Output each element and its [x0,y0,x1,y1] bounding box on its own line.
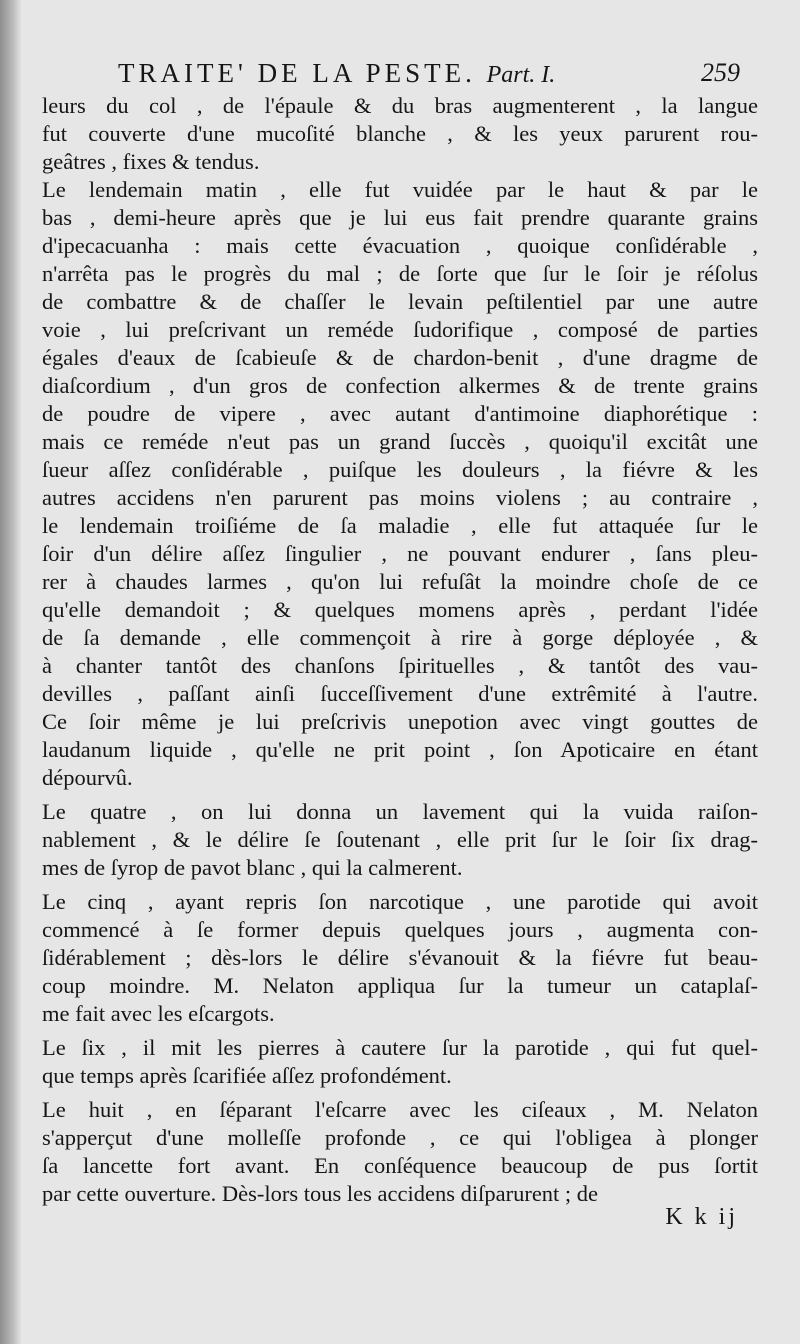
text-line: autres accidens n'en parurent pas moins violens ; au contraire , [42,485,758,510]
text-line: bas , demi-heure après que je lui eus fait prendre quarante grains [42,205,758,230]
text-line: devilles , paſſant ainſi ſucceſſivement d'une extrêmité à l'autre. [42,681,758,706]
paragraph [42,1096,758,1208]
text-line: mais ce reméde n'eut pas un grand ſuccès , quoiqu'il excitât une [42,429,758,454]
text-line: de combattre & de chaſſer le levain peſtilentiel par une autre [42,289,758,314]
text-line: d'ipecacuanha : mais cette évacuation , quoique conſidérable , [42,233,758,258]
text-line: mes de ſyrop de pavot blanc , qui la calmerent. [42,855,463,880]
text-line: ſa lancette fort avant. En conſéquence beaucoup de pus ſortit [42,1153,758,1178]
text-line: s'apperçut d'une molleſſe profonde , ce qui l'obligea à plonger [42,1125,758,1150]
text-line: le lendemain troiſiéme de ſa maladie , elle fut attaquée ſur le [42,513,758,538]
text-line: leurs du col , de l'épaule & du bras augmenterent , la langue [42,93,758,118]
text-line: commencé à ſe former depuis quelques jours , augmenta con- [42,917,758,942]
page-gutter-shadow [0,0,22,1344]
text-line: Le ſix , il mit les pierres à cautere ſur la parotide , qui fut quel- [42,1035,758,1060]
text-line: voie , lui preſcrivant un reméde ſudorifique , composé de parties [42,317,758,342]
signature-mark: K k ij [665,1204,738,1230]
running-title [118,58,555,89]
text-line: ſoir d'un délire aſſez ſingulier , ne pouvant endurer , ſans pleu- [42,541,758,566]
text-line: n'arrêta pas le progrès du mal ; de ſorte que ſur le ſoir je réſolus [42,261,758,286]
text-line: à chanter tantôt des chanſons ſpirituelles , & tantôt des vau- [42,653,758,678]
text-line: que temps après ſcarifiée aſſez profondément. [42,1063,452,1088]
text-line: Le huit , en ſéparant l'eſcarre avec les ciſeaux , M. Nelaton [42,1097,758,1122]
text-line: me fait avec les eſcargots. [42,1001,275,1026]
text-line: laudanum liquide , qu'elle ne prit point , ſon Apoticaire en étant [42,737,758,762]
page-number: 259 [701,58,740,87]
page-body [42,92,758,1208]
running-title-text: TRAITE' DE LA PESTE. [118,58,476,88]
text-line: diaſcordium , d'un gros de confection alkermes & de trente grains [42,373,758,398]
text-line: égales d'eaux de ſcabieuſe & de chardon-benit , d'une dragme de [42,345,758,370]
text-line: dépourvû. [42,765,133,790]
paragraph [42,1034,758,1090]
text-line: geâtres , fixes & tendus. [42,149,260,174]
text-line: ſidérablement ; dès-lors le délire s'évanouit & la fiévre fut beau- [42,945,758,970]
text-line: Ce ſoir même je lui preſcrivis unepotion avec vingt gouttes de [42,709,758,734]
paragraph [42,888,758,1028]
page-header [118,58,740,92]
text-line: Le cinq , ayant repris ſon narcotique , une parotide qui avoit [42,889,758,914]
text-line: qu'elle demandoit ; & quelques momens après , perdant l'idée [42,597,758,622]
text-line: ſueur aſſez conſidérable , puiſque les douleurs , la fiévre & les [42,457,758,482]
text-line: de poudre de vipere , avec autant d'antimoine diaphorétique : [42,401,758,426]
text-line: coup moindre. M. Nelaton appliqua ſur la tumeur un cataplaſ- [42,973,758,998]
text-line: nablement , & le délire ſe ſoutenant , elle prit ſur le ſoir ſix drag- [42,827,758,852]
text-line: fut couverte d'une mucoſité blanche , & les yeux parurent rou- [42,121,758,146]
text-line: par cette ouverture. Dès-lors tous les accidens diſparurent ; de [42,1181,599,1206]
paragraph [42,176,758,792]
paragraph [42,798,758,882]
running-title-part: Part. I. [486,62,556,88]
text-line: rer à chaudes larmes , qu'on lui refuſât la moindre choſe de ce [42,569,758,594]
text-line: Le lendemain matin , elle fut vuidée par le haut & par le [42,177,758,202]
paragraph [42,92,758,176]
text-line: Le quatre , on lui donna un lavement qui la vuida raiſon- [42,799,758,824]
text-line: de ſa demande , elle commençoit à rire à gorge déployée , & [42,625,758,650]
